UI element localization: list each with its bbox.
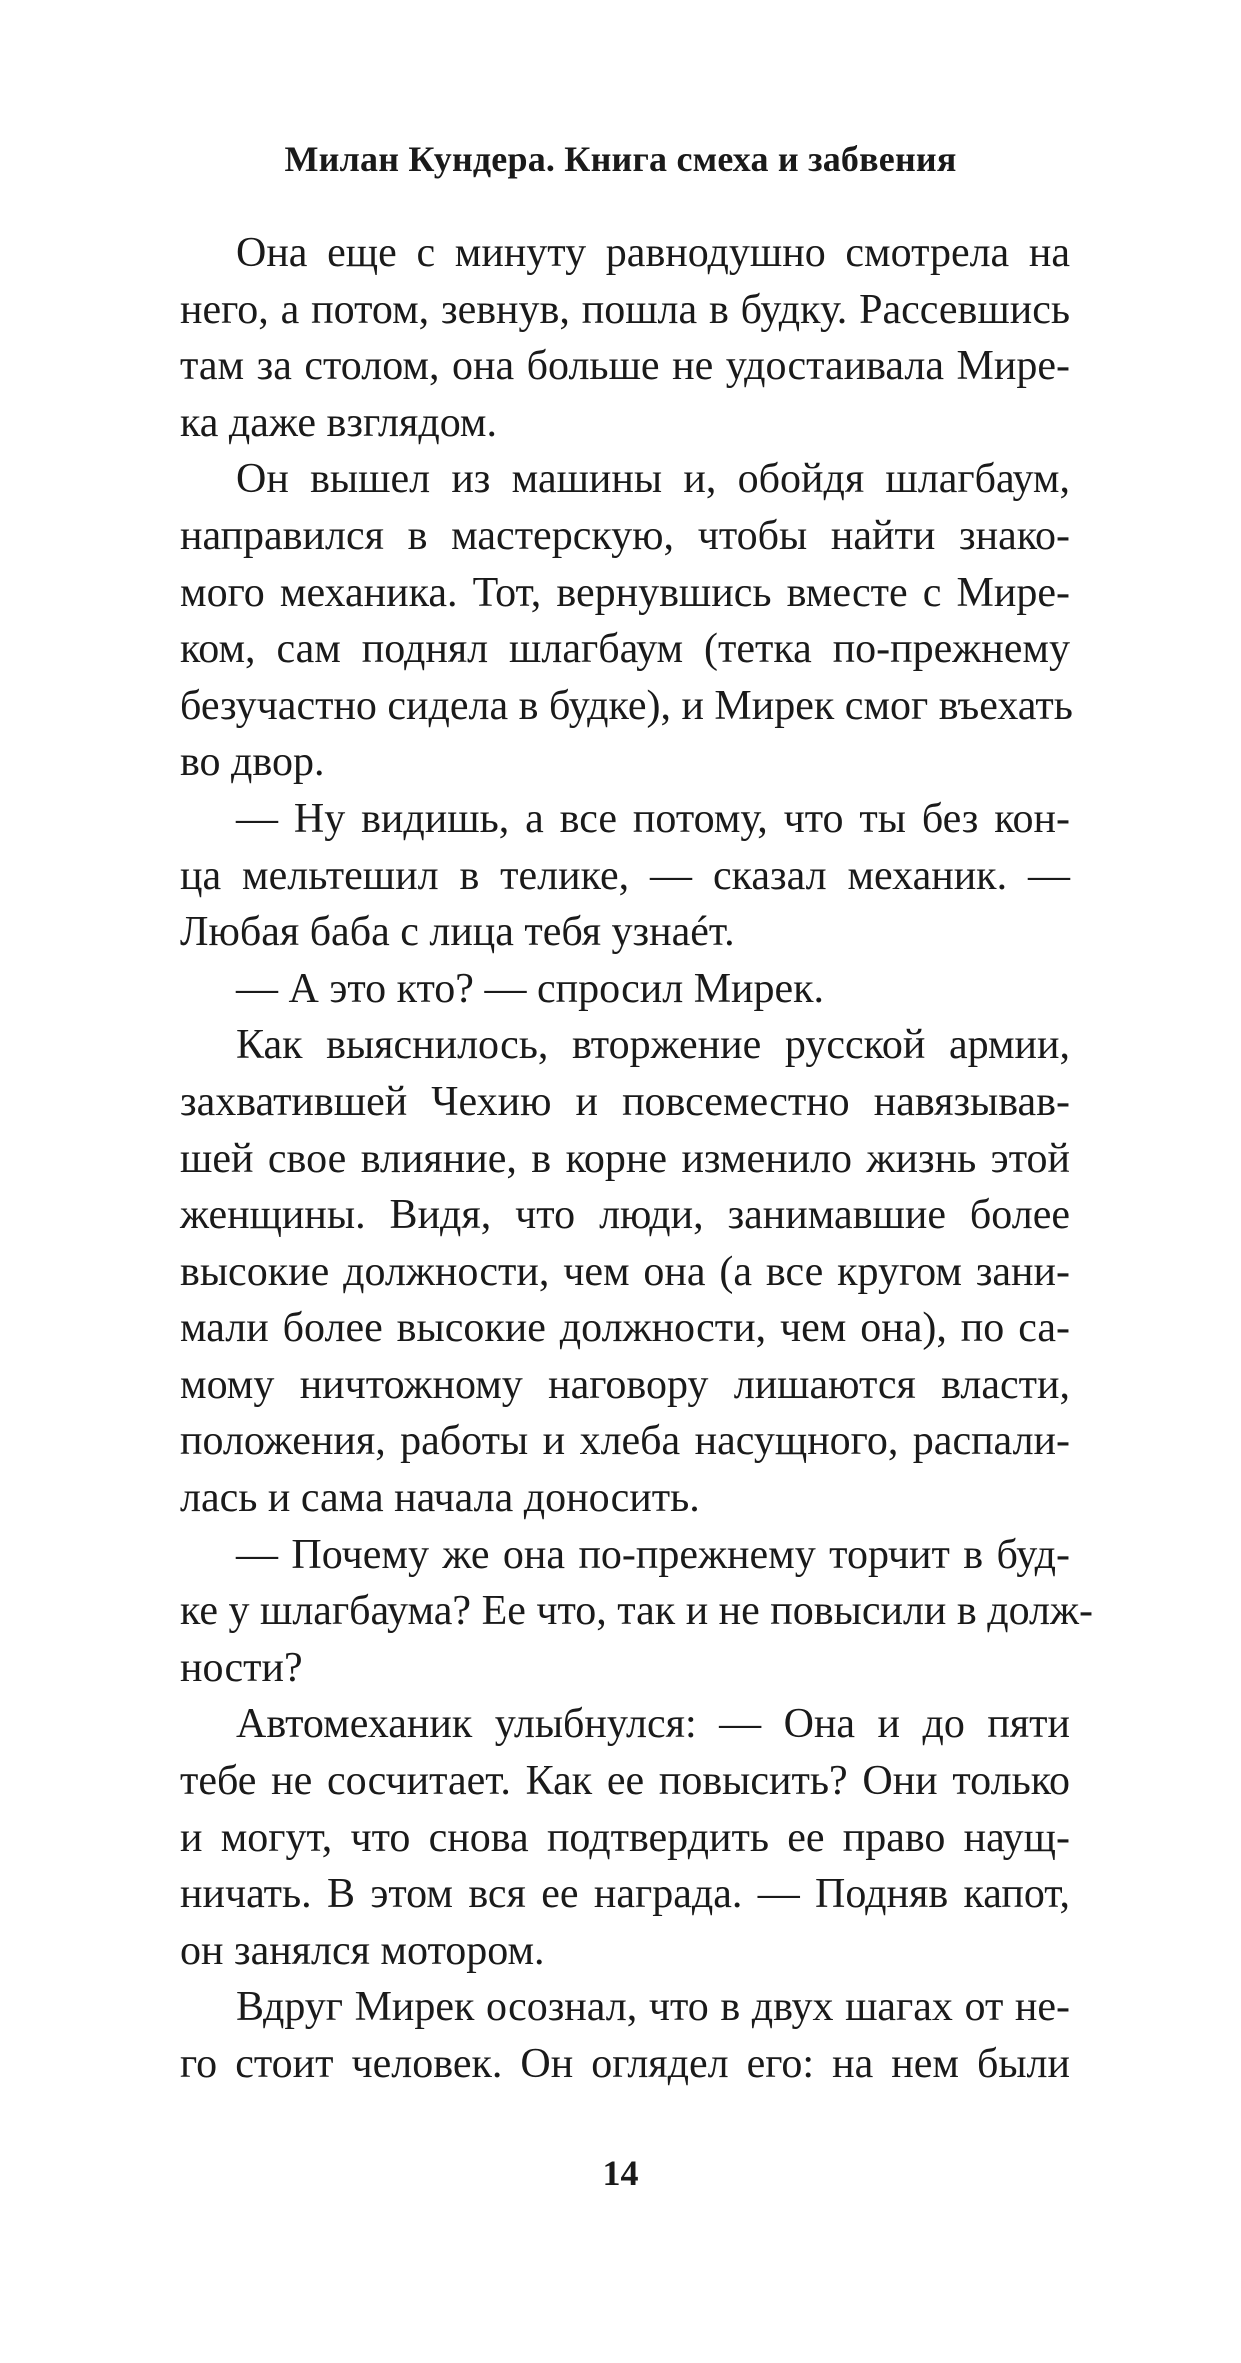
text-line: — Почему же она по-прежнему торчит в буд- (236, 1531, 1070, 1578)
text-line: тебе не сосчитает. Как ее повысить? Они только (180, 1758, 1070, 1805)
text-line: мому ничтожному наговору лишаются власти, (180, 1361, 1070, 1408)
text-line: направился в мастерскую, чтобы найти знако- (180, 512, 1070, 559)
text-line: мали более высокие должности, чем она), по са- (180, 1305, 1070, 1352)
body-text (180, 225, 1093, 2093)
text-line: положения, работы и хлеба насущного, распали- (180, 1418, 1070, 1465)
text-line: го стоит человек. Он оглядел его: на нем были (180, 2041, 1070, 2087)
text-line: там за столом, она больше не удостаивала Мире- (180, 343, 1070, 390)
text-line: женщины. Видя, что люди, занимавшие более (180, 1192, 1070, 1239)
text-line: шей свое влияние, в корне изменило жизнь этой (180, 1135, 1070, 1182)
text-line: захватившей Чехию и повсеместно навязывав- (180, 1078, 1070, 1125)
text-line: и могут, что снова подтвердить ее право наущ- (180, 1814, 1070, 1861)
running-title: Милан Кундера. Книга смеха и забвения (284, 139, 957, 179)
text-line: во двор. (180, 739, 325, 786)
text-line: Автомеханик улыбнулся: — Она и до пяти (236, 1701, 1070, 1748)
text-line: высокие должности, чем она (а все кругом зани- (180, 1248, 1070, 1295)
text-line: ничать. В этом вся ее награда. — Подняв капот, (180, 1871, 1070, 1918)
page-number: 14 (602, 2153, 639, 2193)
text-line: он занялся мотором. (180, 1927, 545, 1974)
text-line: — Ну видишь, а все потому, что ты без кон- (236, 795, 1070, 842)
text-line: Любая баба с лица тебя узнаéт. (180, 909, 735, 956)
text-line: Как выяснилось, вторжение русской армии, (236, 1022, 1070, 1069)
text-line: ности? (180, 1644, 303, 1691)
text-line: ца мельтешил в телике, — сказал механик. — (180, 852, 1070, 899)
text-line: Вдруг Мирек осознал, что в двух шагах от не- (236, 1984, 1070, 2031)
text-line: — А это кто? — спросил Мирек. (236, 965, 825, 1012)
text-line: безучастно сидела в будке), и Мирек смог въехать (180, 682, 1073, 729)
text-line: лась и сама начала доносить. (180, 1475, 700, 1522)
text-line: ка даже взглядом. (180, 399, 497, 446)
text-line: ком, сам поднял шлагбаум (тетка по-прежнему (180, 626, 1070, 673)
text-line: мого механика. Тот, вернувшись вместе с Мире- (180, 569, 1070, 616)
text-line: него, а потом, зевнув, пошла в будку. Рассевшись (180, 286, 1070, 333)
text-line: ке у шлагбаума? Ее что, так и не повысили в долж- (180, 1588, 1093, 1635)
text-line: Он вышел из машины и, обойдя шлагбаум, (236, 456, 1070, 503)
text-line: Она еще с минуту равнодушно смотрела на (236, 230, 1070, 276)
